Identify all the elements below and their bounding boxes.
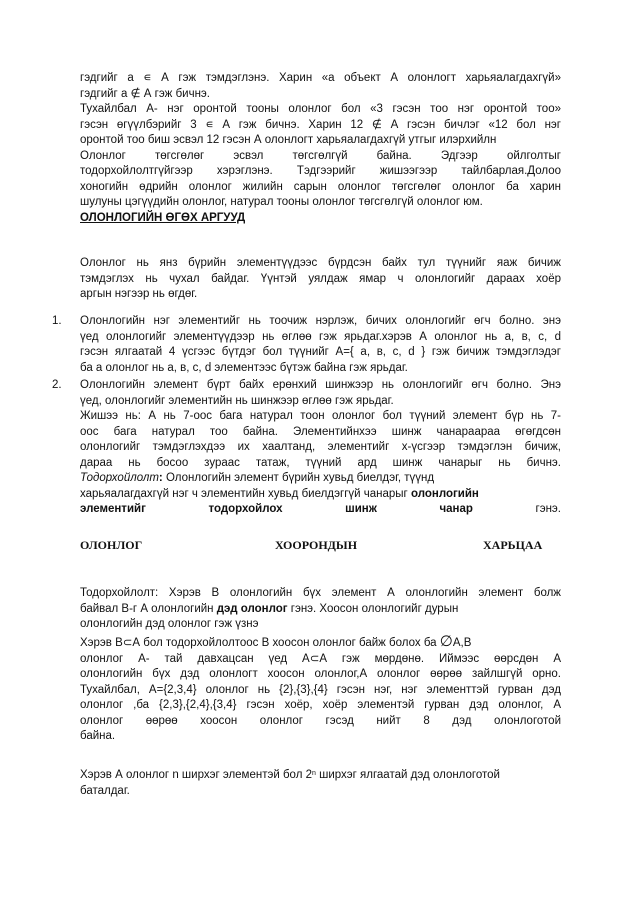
text-line (80, 602, 561, 618)
section-title-word: ХООРОНДЫН (275, 538, 358, 552)
text-line: үед, олонлогийг элементийн нь шинжээр өглөө гэж ярьдаг. (80, 394, 394, 407)
text-line: гэсэн ялгаатай 4 үсгээс бүтдэг бол түүнийг А={ a, в, c, d } гэж бичиж тэмдэглэдэг (80, 346, 561, 358)
definition-colon: : (158, 472, 163, 484)
text-line: шулуны цэгүүдийн олонлог, натурал тооны олонлог төгсгөлгүй олонлог юм. (80, 196, 483, 208)
text-line: Олонлог нь янз бүрийн элементүүдээс бүрдсэн байх тул түүнийг яаж бичиж (80, 257, 561, 269)
text-fragment: ширхэг ялгаатай дэд олонлоготой (315, 769, 500, 781)
definition-text: харьяалагдахгүй нэг ч элементийн хувьд биелдэггүй чанарыг (80, 487, 411, 500)
list-number: 2. (52, 379, 62, 391)
definition-text: Олонлогийн элемент бүрийн хувьд биелдэг, түүнд (162, 472, 435, 484)
paragraph-intro-methods (80, 256, 561, 303)
paragraph-subset-definition (80, 586, 561, 633)
text-line: ба а олонлог нь a, в, c, d элементээс бүтэж байна гэж ярьдаг. (80, 361, 408, 374)
subset-term: дэд олонлог (216, 602, 288, 615)
text-line: олонлогийг тэмдэглэхдээ их хаалтанд, элементийг x-үсгээр тэмдэглэн бичиж, (80, 441, 561, 453)
text-line: олонлогийн дэд олонлог гэж үзнэ (80, 618, 259, 630)
empty-set-symbol: ∅ (439, 634, 453, 650)
text-line: баталдаг. (80, 784, 130, 797)
term-word: элементийг (80, 503, 146, 515)
list-item-enumeration (80, 314, 561, 376)
text-line: гэдгийг а ∊ А гэж тэмдэглэнэ. Харин «а объект А олонлогт харьяалагдахгүй» (80, 72, 561, 84)
term-word: чанар (439, 503, 473, 515)
text-line: Жишээ нь: А нь 7-оос бага натурал тоон олонлог бол түүний элемент бүр нь 7- (80, 410, 561, 422)
section-title-word: ОЛОНЛОГ (80, 538, 143, 552)
text-line: олонлогийн бүх дэд олонлогт хоосон олонлог,А олонлог өөрөө зайлшгүй орно. (80, 668, 561, 680)
text-fragment: гэнэ. Хоосон олонлогийг дурын (287, 602, 459, 615)
text-line: гэсэн өгүүлбэрийг 3 ∊ А гэж бичнэ. Харин 12 ∉ А гэсэн бичлэг «12 бол нэг (80, 118, 561, 131)
exponent: n (312, 770, 316, 777)
text-line: байна. (80, 730, 116, 742)
text-line: Тодорхойлолт: Хэрэв В олонлогийн бүх элемент А олонлогийн элемент болж (80, 587, 561, 599)
text-line: тодорхойлолтгүйгээр хэрэглэнэ. Тэдгээрийг жишээгээр тайлбарлая.Долоо (80, 165, 561, 177)
list-item-property (80, 378, 561, 518)
term-word: шинж (345, 503, 377, 515)
definition-term: олонлогийн (410, 487, 479, 500)
text-fragment: байвал В-г А олонлогийн (80, 602, 217, 615)
definition-line (80, 471, 561, 487)
term-word: тодорхойлох (208, 503, 283, 515)
text-line: Тухайлбал А- нэг оронтой тооны олонлог бол «3 гэсэн тоо нэг оронтой тоо» (80, 103, 561, 115)
text-line: олонлог өөрөө хоосон олонлог гэсэд нийт 8 дэд олонлоготой (80, 714, 561, 727)
heading-set-methods: ОЛОНЛОГИЙН ӨГӨХ АРГУУД (80, 212, 246, 224)
text-line: хоногийн өдрийн олонлог жилийн сарын олонлог төгсгөлөг олонлог ба харин (80, 180, 561, 193)
text-line: Олонлогийн нэг элементийг нь тоочиж нэрлэж, бичих олонлогийг өгч болно. энэ (80, 315, 561, 327)
text-line: Олонлогийн элемент бүрт байх ерөнхий шинжээр нь олонлогийг өгч болно. Энэ (80, 379, 561, 391)
text-line: тэмдэглэх нь чухал байдаг. Үүнтэй уялдаж ямар ч олонлогийг дараах хоёр (80, 272, 561, 285)
term-word: гэнэ. (535, 503, 561, 515)
text-line: оронтой тоо биш эсвэл 12 гэсэн А олонлогт харьяалагдахгүй утгыг илэрхийлн (80, 134, 497, 146)
paragraph-subset-count (80, 768, 561, 799)
text-line: гэдгийг а ∉ А гэж бичнэ. (80, 87, 210, 100)
text-fragment: Хэрэв А олонлог n ширхэг элементэй бол 2 (80, 769, 312, 781)
section-title-word: ХАРЬЦАА (483, 538, 543, 552)
text-line: аргын нэгээр нь өгдөг. (80, 288, 198, 300)
text-line: олонлог ,ба {2,3},{2,4},{3,4} гэсэн хоёр, хоёр элементэй гурван дэд олонлог, А (80, 699, 561, 711)
text-line: Олонлог төгсгөлөг эсвэл төгсгөлгүй байна. Эдгээр ойлголтыг (80, 149, 561, 162)
definition-term-line (80, 502, 561, 518)
text-fragment: А,В (452, 637, 472, 649)
text-line (80, 634, 561, 652)
text-fragment: Хэрэв В⊂А бол тодорхойлолтоос В хоосон олонлог байж болох ба (80, 637, 440, 649)
paragraph-subset-example (80, 634, 561, 745)
text-line: олонлог А- тай давхацсан үед А⊂А гэж мөрдөнө. Иймээс өөрсдөн А (80, 652, 561, 665)
text-line: Тухайлбал, А={2,3,4} олонлог нь {2},{3},{4} гэсэн нэг, нэг элементтэй гурван дэд (80, 683, 561, 696)
text-line: үед олонлогийг элементүүдээр нь өглөө гэж ярьдаг.хэрэв А олонлог нь a, в, c, d (80, 330, 561, 343)
text-line: оос бага натурал тоо байна. Элементийнхээ шинж чанараараа өгөгдсөн (80, 425, 561, 438)
text-line: дараа нь босоо зураас татаж, түүний ард шинж чанарыг нь бичнэ. (80, 456, 561, 469)
list-number: 1. (52, 315, 62, 327)
definition-label: Тодорхойлолт (80, 472, 159, 484)
paragraph-membership (80, 71, 561, 211)
definition-line (80, 487, 561, 503)
text-line (80, 768, 561, 784)
